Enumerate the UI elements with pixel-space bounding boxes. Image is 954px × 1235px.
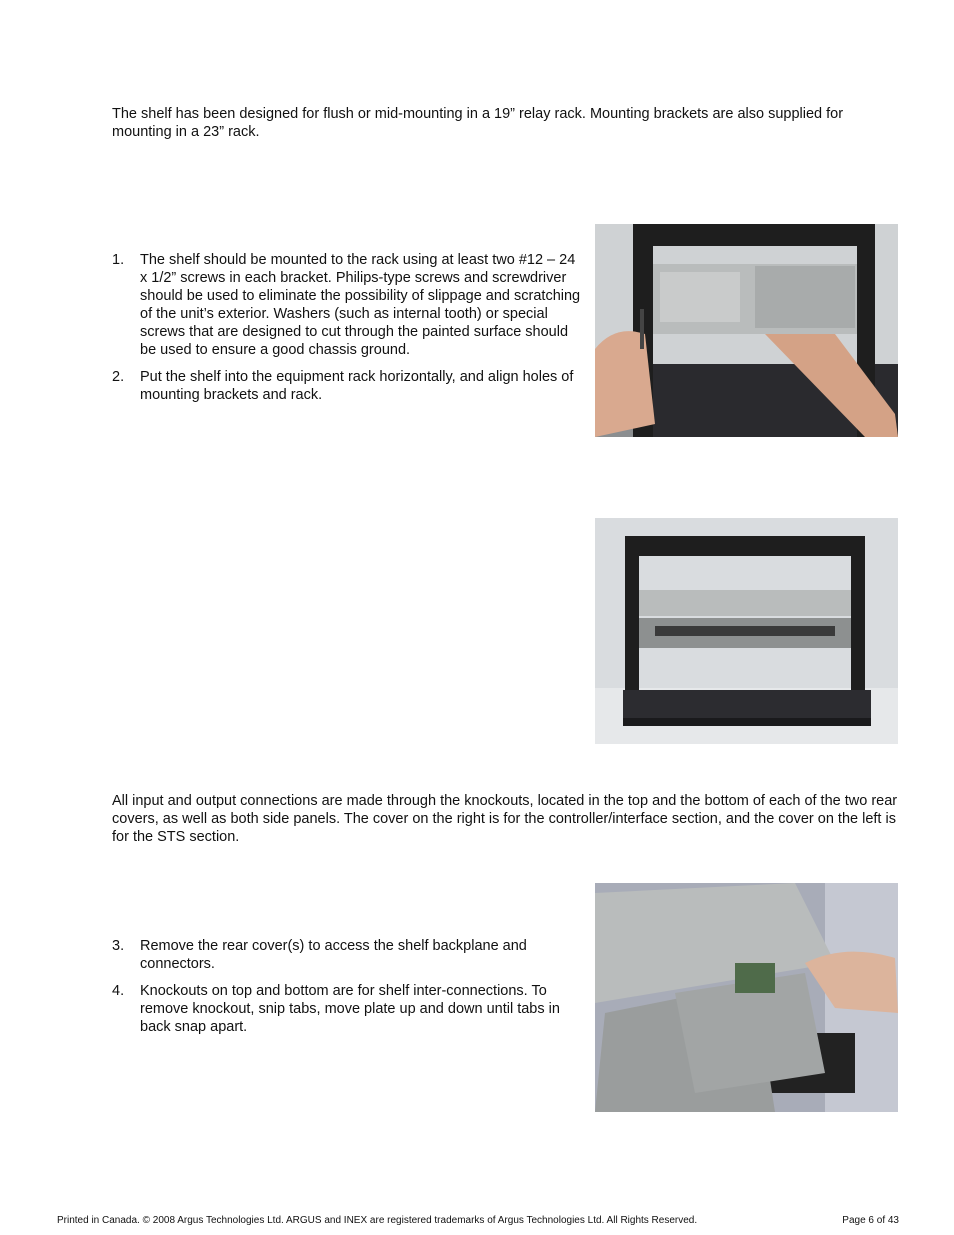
footer-copyright: Printed in Canada. © 2008 Argus Technologies Ltd. ARGUS and INEX are registered trademarks of Argus Technologies Ltd. All Rights Reserved. xyxy=(57,1215,698,1226)
step-text: The shelf should be mounted to the rack using at least two #12 – 24 x 1/2” screws in each bracket. Philips-type screws and screwdriver should be used to eliminate the possibility of slippage and scratching of the unit’s exterior. Washers (such as internal tooth) or special screws that are designed to cut through the painted surface should be used to ensure a good chassis ground. xyxy=(140,252,581,358)
list-item xyxy=(112,251,582,359)
step-number: 2. xyxy=(112,369,125,385)
step-text: Put the shelf into the equipment rack horizontally, and align holes of mounting brackets and rack. xyxy=(140,369,574,403)
list-item xyxy=(112,982,582,1036)
connections-paragraph: All input and output connections are made through the knockouts, located in the top and the bottom of each of the two rear covers, as well as both side panels. The cover on the right is for the controller/interface section, and the cover on the left is for the STS section. xyxy=(112,793,898,845)
photo-shelf-mounting xyxy=(595,224,898,437)
cover-steps-list xyxy=(112,937,582,1045)
step-text: Knockouts on top and bottom are for shelf inter-connections. To remove knockout, snip tabs, move plate up and down until tabs in back snap apart. xyxy=(140,983,560,1035)
step-number: 3. xyxy=(112,938,125,954)
step-number: 1. xyxy=(112,252,125,268)
mounting-steps-list xyxy=(112,251,582,413)
step-number: 4. xyxy=(112,983,125,999)
step-text: Remove the rear cover(s) to access the shelf backplane and connectors. xyxy=(140,938,527,972)
list-item xyxy=(112,937,582,973)
photo-knockout-removal xyxy=(595,883,898,1112)
page-footer xyxy=(57,1215,899,1227)
list-item xyxy=(112,368,582,404)
photo-shelf-in-rack xyxy=(595,518,898,744)
intro-paragraph: The shelf has been designed for flush or mid-mounting in a 19” relay rack. Mounting brackets are also supplied for mounting in a 23” rack. xyxy=(112,106,844,140)
page-number: Page 6 of 43 xyxy=(842,1215,899,1226)
